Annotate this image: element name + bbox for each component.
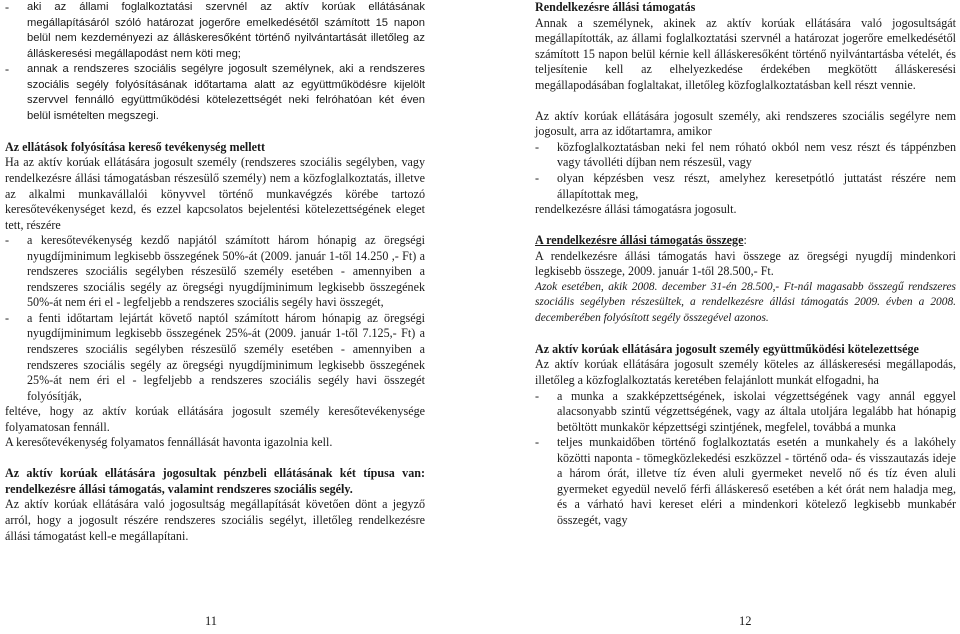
list-item-text: a munka a szakképzettségének, iskolai végzettségének vagy annál eggyel alacsonyabb szintű végzettségének, vagy az általa utoljára legalább hat hónapig betöltött munkakör képzettségi szintjének, megfelel, továbbá a munka — [557, 388, 956, 434]
list-item — [535, 435, 956, 528]
section-heading: Az ellátások folyósítása kereső tevékenység mellett — [5, 139, 266, 154]
paragraph: Az aktív korúak ellátására jogosult személy köteles az álláskeresési megállapodás, illetőleg a közfoglalkoztatás keretében felajánlott munkát elfogadni, ha — [535, 357, 956, 387]
paragraph: A keresőtevékenység folyamatos fennállását havonta igazolnia kell. — [5, 435, 333, 450]
dash-marker: - — [535, 435, 540, 450]
list-item — [535, 171, 956, 202]
section-heading: Az aktív korúak ellátására jogosultak pénzbeli ellátásának két típusa van: rendelkezésre állási támogatás, valamint rendszeres szociális segély. — [5, 466, 425, 496]
spacer — [535, 218, 956, 234]
section-heading — [535, 233, 956, 249]
list-item — [5, 233, 425, 311]
list-item-text: közfoglalkoztatásban neki fel nem róható okból nem vesz részt és táppénzben vagy távolléti díjban nem részesül, vagy — [557, 139, 956, 170]
list-item-text: olyan képzésben vesz részt, amelyhez keresetpótló juttatást részére nem állapítottak meg, — [557, 170, 956, 201]
list-item — [5, 0, 425, 62]
list-item-text: a keresőtevékenység kezdő napjától számított három hónapig az öregségi nyugdíjminimum legkisebb összegének 50%-át (2009. január 1-től 14.250 ,- Ft) a rendszeres szociális segélyben részesülő személy esetében - amennyiben a rendszeres szociális segély az öregségi nyugdíjminimum legkisebb összegének 50%-át nem éri el - legfeljebb a rendszeres szociális segély havi összegét, — [27, 233, 425, 310]
spacer — [535, 93, 956, 109]
section-heading-text: A rendelkezésre állási támogatás összege — [535, 233, 744, 248]
spacer — [5, 451, 425, 467]
list-item — [5, 311, 425, 404]
dash-marker: - — [5, 0, 10, 14]
list-item — [5, 62, 425, 124]
dash-marker: - — [5, 233, 10, 248]
list-item — [535, 140, 956, 171]
page-number-right: 12 — [739, 614, 752, 628]
list-item-text: annak a rendszeres szociális segélyre jogosult személynek, aki a rendszeres szociális segély folyósításának időtartama alatt az együttműködésre kijelölt szervvel fennálló együttműködési kötelezettségét neki felróhatóan két éven belül ismételten megszegi. — [27, 63, 425, 122]
list-item-text: teljes munkaidőben történő foglalkoztatás esetén a munkahely és a lakóhely közötti naponta - tömegközlekedési eszközzel - történő oda- és visszautazás ideje a három órát, illetve tíz éven aluli gyermeket nevelő nő és tíz éven aluli gyermeket egyedül nevelő férfi álláskereső esetében a két órát nem haladja meg, és a várható havi kereset eléri a mindenkori kötelező legkisebb munkabér összegét, vagy — [557, 435, 956, 527]
page-left — [5, 0, 425, 544]
dash-marker: - — [535, 388, 540, 403]
paragraph: feltéve, hogy az aktív korúak ellátására jogosult személy keresőtevékenysége folyamatosan fennáll. — [5, 404, 425, 434]
dash-marker: - — [535, 139, 540, 154]
paragraph: Az aktív korúak ellátására jogosult személy, aki rendszeres szociális segélyre nem jogosult, arra az időtartamra, amikor — [535, 108, 956, 139]
list-item — [535, 389, 956, 436]
paragraph: rendelkezésre állási támogatásra jogosult. — [535, 202, 737, 217]
paragraph: Annak a személynek, akinek az aktív korúak ellátására való jogosultságát megállapították, az állami foglalkoztatási szervnél a határozat jogerőre emelkedésétől számított 15 napon belül kérnie kell álláskeresőként történő nyilvántartásba vételét, és teljesítenie kell az elhelyezkedése érdekében megkötött álláskeresési megállapodásában foglaltakat, illetőleg közfoglalkoztatásban kell részt vennie. — [535, 15, 956, 92]
dash-marker: - — [535, 170, 540, 185]
dash-marker: - — [5, 310, 10, 325]
paragraph: A rendelkezésre állási támogatás havi összege az öregségi nyugdíj mindenkori legkisebb összege, 2009. január 1-től 28.500,- Ft. — [535, 248, 956, 279]
paragraph: Ha az aktív korúak ellátására jogosult személy (rendszeres szociális segélyben, vagy rendelkezésre állási támogatásban részesülő személy) nem a közfoglalkoztatás, illetve az alkalmi munkavállalói könyvvel történő munkavégzés körébe tartozó keresőtevékenységet kezd, és ezzel kapcsolatos bejelentési kötelezettségének eleget tett, részére — [5, 155, 425, 232]
heading-colon: : — [743, 233, 747, 248]
spacer — [535, 326, 956, 342]
section-heading: Az aktív korúak ellátására jogosult személy együttműködési kötelezettsége — [535, 341, 919, 356]
list-item-text: aki az állami foglalkoztatási szervnél az aktív korúak ellátásának megállapításáról szóló határozat jogerőre emelkedésétől számított 15 napon belül nem kezdeményezi az álláskeresőként történő nyilvántartását illetőleg az álláskeresési megállapodást nem köti meg; — [27, 1, 425, 60]
page-number-left: 11 — [205, 614, 218, 628]
italic-note: Azok esetében, akik 2008. december 31-én 28.500,- Ft-nál magasabb összegű rendszeres szociális segélyben részesültek, a rendelkezésre állási támogatás 2009. évben a 2008. decemberében folyósított segély összegével azonos. — [535, 280, 956, 324]
spacer — [5, 124, 425, 140]
list-item-text: a fenti időtartam lejártát követő naptól számított három hónapig az öregségi nyugdíjminimum legkisebb összegének 25%-át (2009. január 1-től 7.125,- Ft) a rendszeres szociális segélyben részesülő személy esetében - amennyiben a rendszeres szociális segély az öregségi nyugdíjminimum legkisebb összegének 25%-át nem éri el - legfeljebb a rendszeres szociális segély havi összegét folyósítják, — [27, 310, 425, 403]
section-heading: Rendelkezésre állási támogatás — [535, 0, 696, 14]
paragraph: Az aktív korúak ellátására való jogosultság megállapítását követően dönt a jegyző arról, hogy a jogosult részére rendszeres szociális segélyt, illetőleg rendelkezésre állási támogatást kell-e megállapítani. — [5, 497, 425, 543]
dash-marker: - — [5, 62, 10, 77]
page-right — [535, 0, 956, 528]
